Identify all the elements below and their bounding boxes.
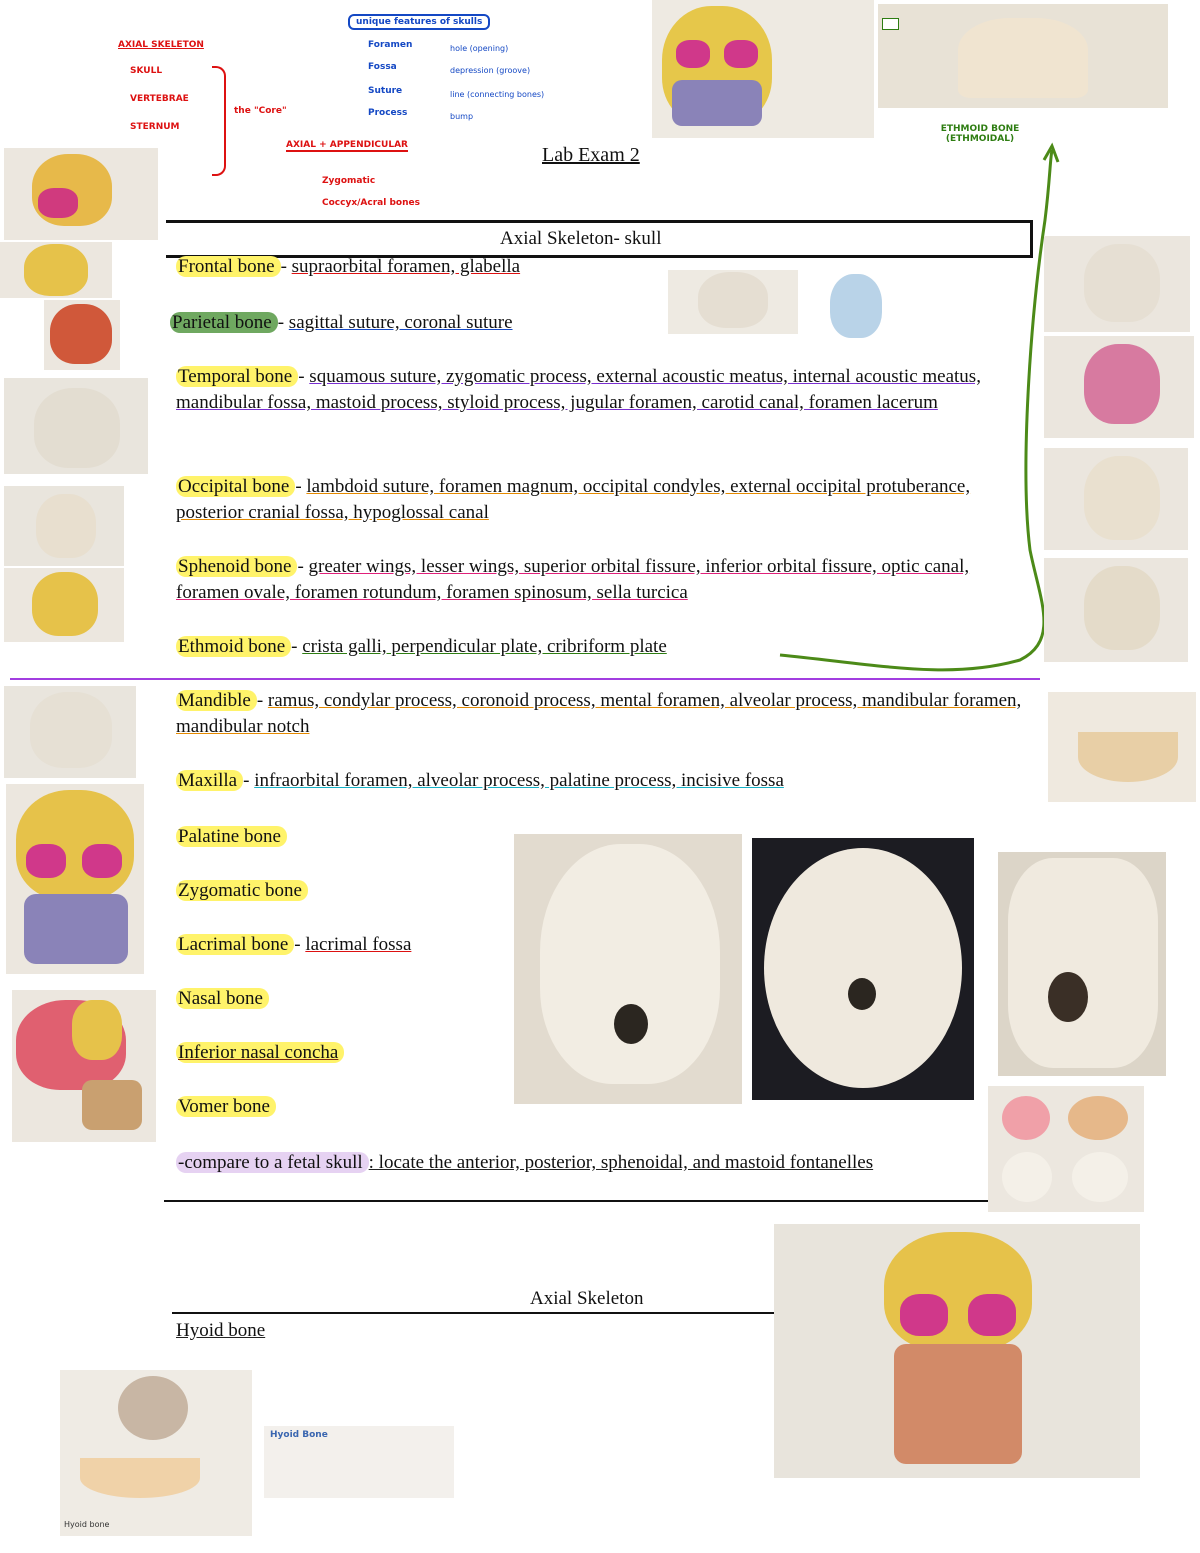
bone-name: Maxilla [176, 770, 243, 791]
bone-frontal [176, 254, 520, 280]
skull-lateral-colored [12, 990, 156, 1142]
page-title: Lab Exam 2 [542, 144, 640, 166]
skull-lateral-image [4, 148, 158, 240]
feature-term-process: Process [368, 108, 408, 118]
core-note: the "Core" [234, 106, 287, 116]
bone-name: Palatine bone [176, 826, 287, 847]
skull-sphenoid-thumb [4, 568, 124, 642]
section-title-axial: Axial Skeleton [530, 1288, 644, 1309]
note-item-vertebrae: VERTEBRAE [130, 94, 189, 104]
bone-inferior-nasal-concha [176, 1040, 344, 1066]
hyoid-card [264, 1426, 454, 1498]
bone-features: supraorbital foramen, glabella [291, 256, 521, 277]
section-end-rule [164, 1200, 994, 1202]
hyoid-photo [60, 1370, 252, 1536]
unique-features-note: unique features of skulls [348, 14, 490, 30]
feature-term-suture: Suture [368, 86, 403, 96]
bone-name: Nasal bone [176, 988, 269, 1009]
sub-note-1: Zygomatic [322, 176, 376, 186]
section2-rule [172, 1312, 776, 1314]
skull-superior-photo [752, 838, 974, 1100]
bone-sep: - [298, 366, 310, 387]
hyoid-caption: Hyoid bone [64, 1520, 110, 1529]
feature-term-fossa: Fossa [368, 62, 397, 72]
section-title-skull: Axial Skeleton- skull [500, 228, 662, 249]
bone-features: ramus, condylar process, coronoid process, mental foramen, alveolar process, mandibular foramen, mandibular notch [176, 690, 1022, 737]
bone-sep: - [297, 556, 309, 577]
fetal-skull-image [988, 1086, 1144, 1212]
feature-def-foramen: hole (opening) [450, 44, 509, 53]
brace [212, 66, 226, 176]
fetal-rest: : locate the anterior, posterior, sphenoidal, and mastoid fontanelles [368, 1152, 874, 1173]
right-thumb-2 [1044, 336, 1194, 438]
skull-frontal-thumb [0, 242, 112, 298]
cranial-floor-image [878, 4, 1168, 108]
bone-sep: - [243, 770, 255, 791]
bone-parietal [170, 310, 513, 336]
bone-name: Inferior nasal concha [176, 1042, 344, 1063]
bone-zygomatic [176, 878, 308, 904]
skull-occipital-thumb [4, 486, 124, 566]
right-thumb-3 [1044, 448, 1188, 550]
hyoid-card-title: Hyoid Bone [270, 1430, 328, 1440]
bone-palatine [176, 824, 287, 850]
ethmoid-note: ETHMOID BONE (ETHMOIDAL) [940, 124, 1020, 144]
parietal-diagram [806, 268, 906, 346]
bone-lacrimal [176, 932, 411, 958]
skull-inferior-photo [514, 834, 742, 1104]
note-item-sternum: STERNUM [130, 122, 180, 132]
bone-features: lambdoid suture, foramen magnum, occipital condyles, external occipital protuberance, posterior cranial fossa, hypoglossal canal [176, 476, 971, 523]
hyoid-label [176, 1318, 265, 1344]
note-item-skull: SKULL [130, 66, 163, 76]
ethmoid-arrow [760, 120, 1070, 680]
bone-name: Occipital bone [176, 476, 295, 497]
skull-temporal-thumb [4, 378, 148, 474]
bone-name: Ethmoid bone [176, 636, 291, 657]
fetal-skull-line [176, 1150, 936, 1176]
feature-def-process: bump [450, 112, 474, 121]
right-thumb-1 [1044, 236, 1190, 332]
bone-name: Temporal bone [176, 366, 298, 387]
bone-name: Zygomatic bone [176, 880, 308, 901]
bone-features: sagittal suture, coronal suture [288, 312, 513, 333]
bone-features: crista galli, perpendicular plate, cribriform plate [302, 636, 667, 657]
bone-sep: - [294, 934, 306, 955]
axial-appendicular-note: AXIAL + APPENDICULAR [286, 140, 408, 150]
bone-name: Vomer bone [176, 1096, 276, 1117]
skull-parietal-thumb [44, 300, 120, 370]
bone-sep: - [295, 476, 307, 497]
bone-sep: - [291, 636, 303, 657]
fetal-lead: -compare to a fetal skull [176, 1152, 369, 1173]
bone-sep: - [277, 312, 289, 333]
bone-ethmoid [176, 634, 667, 660]
bone-features: squamous suture, zygomatic process, external acoustic meatus, internal acoustic meatus, mandibular fossa, mastoid process, styloid process, jugular foramen, carotid canal, foramen lacerum [176, 366, 981, 413]
bone-maxilla [176, 768, 784, 794]
mandible-thumb [4, 686, 136, 778]
bone-nasal [176, 986, 269, 1012]
bone-sep: - [280, 256, 292, 277]
bone-name: Frontal bone [176, 256, 281, 277]
hyoid-text: Hyoid bone [176, 1320, 266, 1341]
feature-term-foramen: Foramen [368, 40, 413, 50]
bone-features: greater wings, lesser wings, superior orbital fissure, inferior orbital fissure, optic canal, foramen ovale, foramen rotundum, foramen spinosum, sella turcica [176, 556, 970, 603]
right-thumb-4 [1044, 558, 1188, 662]
bone-name: Parietal bone [170, 312, 278, 333]
mandible-diagram [1048, 692, 1196, 802]
skull-anterior-large [6, 784, 144, 974]
bone-name: Lacrimal bone [176, 934, 294, 955]
feature-def-fossa: depression (groove) [450, 66, 531, 75]
feature-def-suture: line (connecting bones) [450, 90, 545, 99]
parietal-image [668, 270, 798, 334]
skull-oblique-photo [998, 852, 1166, 1076]
bone-features: lacrimal fossa [305, 934, 412, 955]
axial-skeleton-note: AXIAL SKELETON [118, 40, 204, 50]
bone-features: infraorbital foramen, alveolar process, palatine process, incisive fossa [254, 770, 784, 791]
skull-facial-bones-image [774, 1224, 1140, 1478]
sub-note-2: Coccyx/Acral bones [322, 198, 420, 208]
bone-sep: - [256, 690, 268, 711]
bone-name: Sphenoid bone [176, 556, 297, 577]
bone-mandible [176, 688, 1026, 740]
skull-anterior-image [652, 0, 874, 138]
bone-vomer [176, 1094, 276, 1120]
bone-name: Mandible [176, 690, 257, 711]
